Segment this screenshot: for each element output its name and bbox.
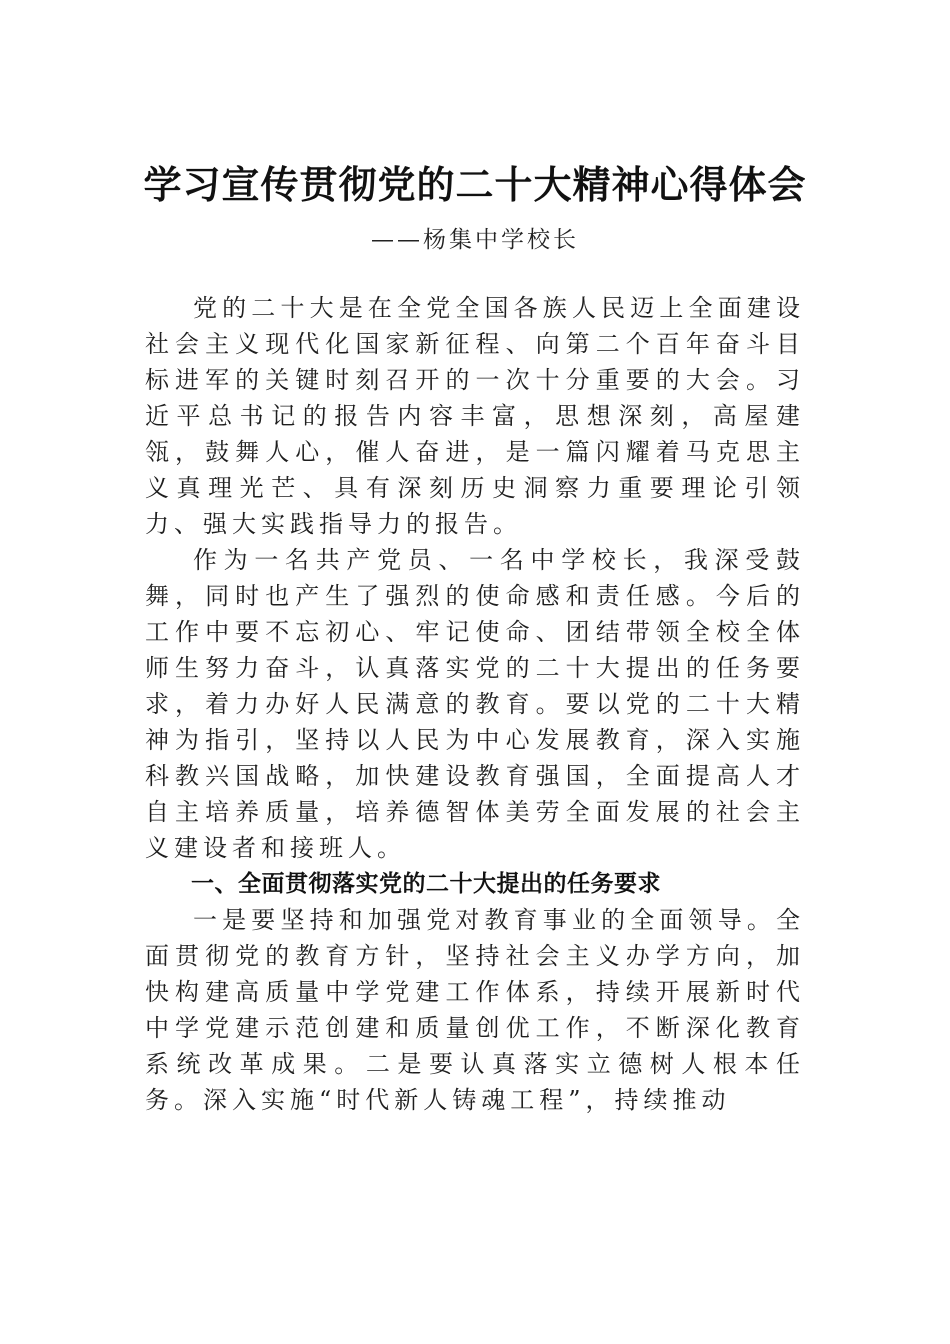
document-subtitle: ——杨集中学校长 [371,227,579,253]
paragraph-intro: 党的二十大是在全党全国各族人民迈上全面建设社会主义现代化国家新征程、向第二个百年奋斗目标进军的关键时刻召开的一次十分重要的大会。习近平总书记的报告内容丰富，思想深刻，高屋建瓴，鼓舞人心，催人奋进，是一篇闪耀着马克思主义真理光芒、具有深刻历史洞察力重要理论引领力、强大实践指导力的报告。 [145,294,805,538]
paragraph-section-1: 一是要坚持和加强党对教育事业的全面领导。全面贯彻党的教育方针，坚持社会主义办学方向，加快构建高质量中学党建工作体系，持续开展新时代中学党建示范创建和质量创优工作，不断深化教育系统改革成果。二是要认真落实立德树人根本任务。深入实施“时代新人铸魂工程”，持续推动 [145,906,805,1114]
paragraph-commitment: 作为一名共产党员、一名中学校长，我深受鼓舞，同时也产生了强烈的使命感和责任感。今后的工作中要不忘初心、牢记使命、团结带领全校全体师生努力奋斗，认真落实党的二十大提出的任务要求，着力办好人民满意的教育。要以党的二十大精神为指引，坚持以人民为中心发展教育，深入实施科教兴国战略，加快建设教育强国，全面提高人才自主培养质量，培养德智体美劳全面发展的社会主义建设者和接班人。 [145,546,805,862]
document-body [145,290,805,1118]
document-title: 学习宣传贯彻党的二十大精神心得体会 [143,162,807,207]
section-heading-1: 一、全面贯彻落实党的二十大提出的任务要求 [191,871,661,897]
